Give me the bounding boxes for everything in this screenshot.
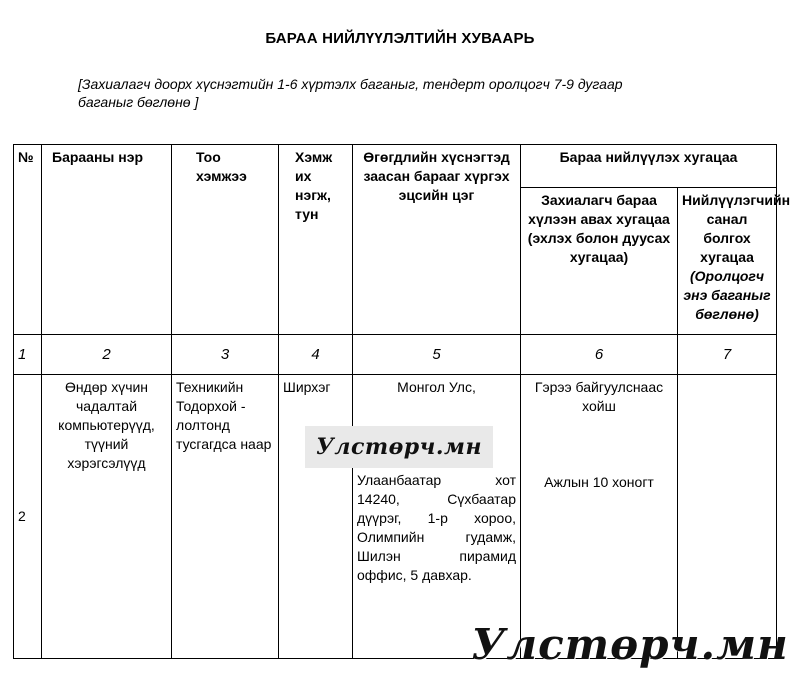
page-title: БАРАА НИЙЛҮҮЛЭЛТИЙН ХУВААРЬ [265,30,535,47]
destination-address [357,471,516,585]
customer-term-label: Захиалагч бараа хүлээн авах хугацаа [528,192,670,227]
watermark-logo-large: Улстөрч.мн [471,620,789,669]
row-item-name: Өндөр хүчин чадалтай компьютерүүд, түүний хэрэгсэлүүд [42,375,172,659]
header-name: Барааны нэр [42,145,172,335]
address-line: 14240, Сүхбаатар [357,491,516,507]
note-line-1: [Захиалагч доорх хүснэгтийн 1-6 хүртэлх баганыг, тендерт оролцогч 7-9 дугаар [78,76,623,92]
note-line-2: баганыг бөглөнө ] [78,94,199,110]
term-start: Гэрээ байгуулснаас хойш [534,379,664,414]
delivery-schedule-table [13,144,791,659]
column-number: 1 [14,335,42,375]
supplier-term-note: (Оролцогч энэ баганыг бөглөнө) [683,268,771,322]
row-number: 2 [14,375,42,659]
column-number: 4 [279,335,353,375]
instruction-note [78,75,718,111]
header-schedule: Бараа нийлүүлэх хугацаа [521,145,777,188]
column-number: 3 [172,335,279,375]
customer-term-note: (эхлэх болон дуусах хугацаа) [527,230,671,265]
address-line: Улаанбаатар хот [357,472,516,488]
address-line: Шилэн пирамид [357,548,516,564]
term-duration: Ажлын 10 хоногт [544,474,654,490]
column-number-row [14,335,777,375]
header-no: № [14,145,42,335]
header-customer-term [521,188,678,335]
column-number: 7 [678,335,777,375]
row-quantity: Техникийн Тодорхой - лолтонд тусгагдса наар [172,375,279,659]
address-line: Олимпийн гудамж, [357,529,516,545]
column-number: 6 [521,335,678,375]
supplier-term-label: Нийлүүлэгчийн санал болгох хугацаа [682,192,791,265]
column-number: 5 [353,335,521,375]
header-row-1 [14,145,777,188]
destination-country: Монгол Улс, [397,379,476,395]
header-quantity: Тоо хэмжээ [172,145,279,335]
watermark-logo: Улстөрч.мн [305,426,493,468]
column-number: 2 [42,335,172,375]
address-line: дүүрэг, 1-р хороо, [357,510,516,526]
header-supplier-term [678,188,791,335]
row-unit: Ширхэг [279,375,353,659]
header-destination: Өгөгдлийн хүснэгтэд заасан барааг хүргэх эцсийн цэг [353,145,521,335]
address-line: оффис, 5 давхар. [357,567,472,583]
header-unit: Хэмж их нэгж, тун [279,145,353,335]
